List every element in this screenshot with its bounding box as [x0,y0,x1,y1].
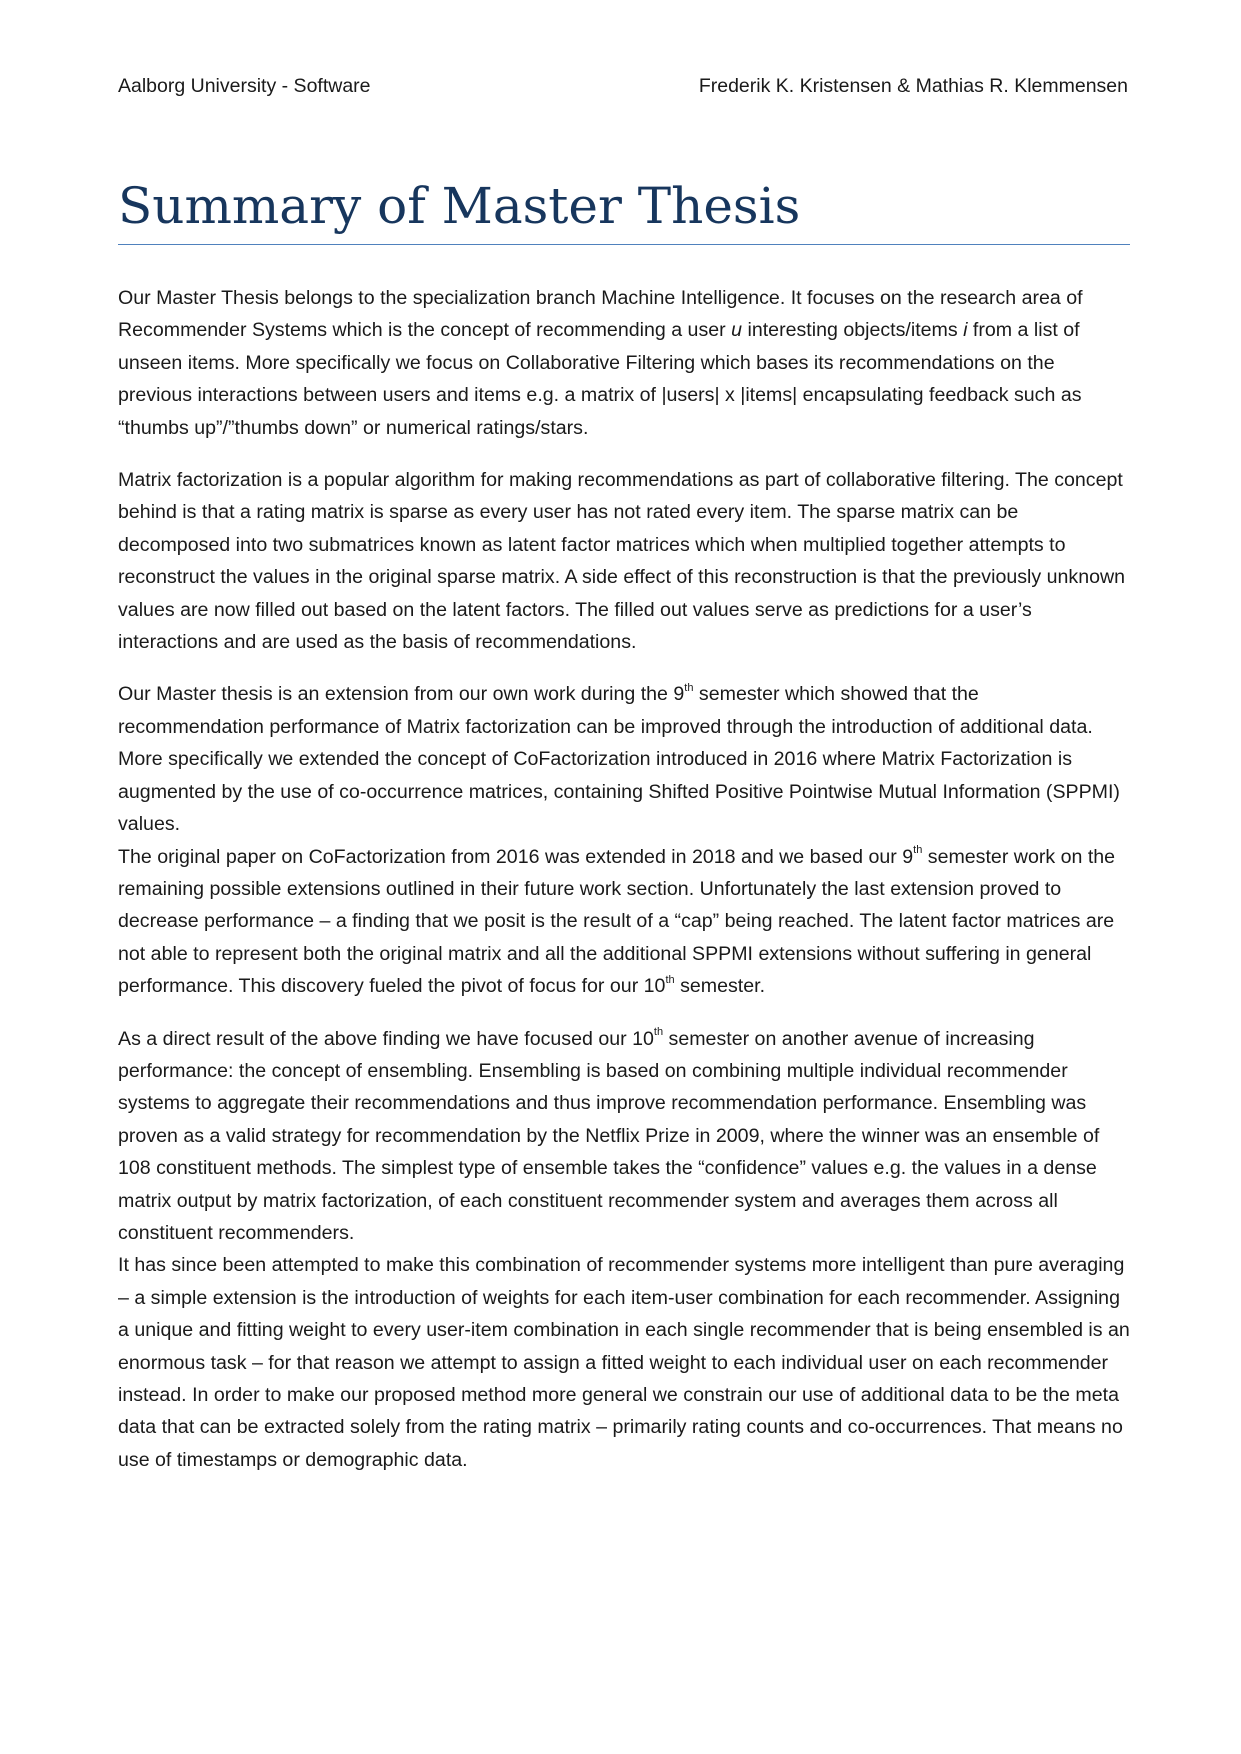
running-header [118,74,1128,98]
paragraph-intro-text-c: from a list of unseen items. More specifically we focus on Collaborative Filtering which bases its recommendations on the previous interactions between users and items e.g. a matrix of |users| x |items| encapsulating feedback such as “thumbs up”/”thumbs down” or numerical ratings/stars. [118,319,1082,439]
paragraph-intro-text-b: interesting objects/items [742,319,964,342]
paragraph-intro-text-a: Our Master Thesis belongs to the specialization branch Machine Intelligence. It focuses on the research area of Recommender Systems which is the concept of recommending a user [118,287,1083,342]
paragraph-cofactorization-text-b: semester work on the remaining possible extensions outlined in their future work section. Unfortunately the last extension proved to decrease performance – a finding that we posit is the result of a “cap” being reached. The latent factor matrices are not able to represent both the original matrix and all the additional SPPMI extensions without suffering in general performance. This discovery fueled the pivot of focus for our 10 [118,845,1116,998]
superscript-th: th [665,973,675,986]
paragraph-ensembling [118,1023,1130,1250]
paragraph-ensembling-text-b: semester on another avenue of increasing performance: the concept of ensembling. Ensembling is based on combining multiple individual recommender systems to aggregate their recommendations and thus improve recommendation performance. Ensembling was proven as a valid strategy for recommendation by the Netflix Prize in 2009, where the winner was an ensemble of 108 constituent methods. The simplest type of ensemble takes the “confidence” values e.g. the values in a dense matrix output by matrix factorization, of each constituent recommender system and averages them across all constituent recommenders. [118,1027,1100,1244]
paragraph-weighting: It has since been attempted to make this combination of recommender systems more intelligent than pure averaging – a simple extension is the introduction of weights for each item-user combination for each recommender. Assigning a unique and fitting weight to every user-item combination in each single recommender that is being ensembled is an enormous task – for that reason we attempt to assign a fitted weight to each individual user on each recommender instead. In order to make our proposed method more general we constrain our use of additional data to be the meta data that can be extracted solely from the rating matrix – primarily rating counts and co-occurrences. That means no use of timestamps or demographic data. [118,1254,1130,1471]
variable-i: i [963,319,968,342]
paragraph-cofactorization-text-a: The original paper on CoFactorization from 2016 was extended in 2018 and we based our 9 [118,845,914,868]
paragraph-cofactorization-text-c: semester. [674,975,766,998]
paragraph-extension-text-b: semester which showed that the recommendation performance of Matrix factorization can be improved through the introduction of additional data. More specifically we extended the concept of CoFactorization introduced in 2016 where Matrix Factorization is augmented by the use of co-occurrence matrices, containing Shifted Positive Pointwise Mutual Information (SPPMI) values. [118,683,1120,836]
superscript-th: th [653,1026,664,1038]
document-title: Summary of Master Thesis [118,176,1130,245]
paragraph-cofactorization [118,841,1130,1003]
paragraph-extension [118,678,1130,840]
header-affiliation: Aalborg University - Software [118,75,371,97]
summary-body [118,282,1130,1476]
variable-u: u [731,319,743,342]
paragraph-matrix-factorization: Matrix factorization is a popular algorithm for making recommendations as part of collaborative filtering. The concept behind is that a rating matrix is sparse as every user has not rated every item. The sparse matrix can be decomposed into two submatrices known as latent factor matrices which when multiplied together attempts to reconstruct the values in the original sparse matrix. A side effect of this reconstruction is that the previously unknown values are now filled out based on the latent factors. The filled out values serve as predictions for a user’s interactions and are used as the basis of recommendations. [118,469,1126,654]
superscript-th: th [684,681,694,694]
title-block [118,176,1130,245]
superscript-th: th [913,843,923,856]
header-authors: Frederik K. Kristensen & Mathias R. Klemmensen [698,75,1128,97]
paragraph-ensembling-text-a: As a direct result of the above finding we have focused our 10 [118,1027,654,1050]
paragraph-extension-text-a: Our Master thesis is an extension from our own work during the 9 [118,683,685,706]
paragraph-intro [118,282,1130,444]
